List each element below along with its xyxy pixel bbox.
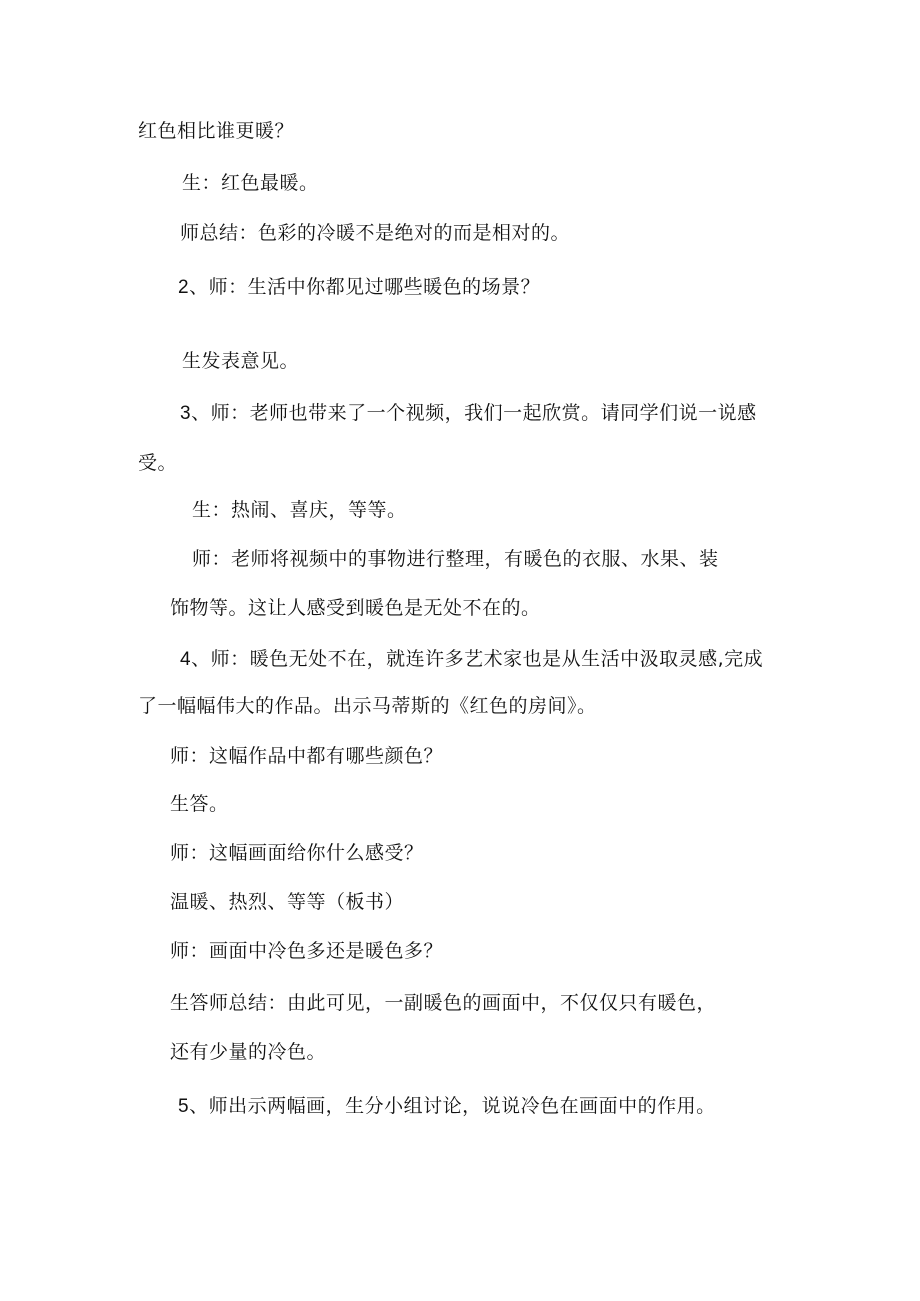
text-line-continuation: 了一幅幅伟大的作品。出示马蒂斯的《红色的房间》。: [138, 695, 597, 717]
text-line-continuation: 还有少量的冷色。: [170, 1041, 327, 1063]
teacher-line: 师：老师将视频中的事物进行整理，有暖色的衣服、水果、装: [192, 548, 719, 570]
text-line-continuation: 饰物等。这让人感受到暖色是无处不在的。: [170, 597, 541, 619]
student-answer-line: 生：红色最暖。: [182, 172, 319, 194]
teacher-summary-line: 生答师总结：由此可见，一副暖色的画面中，不仅仅只有暖色，: [170, 992, 717, 1014]
teacher-question-line: 师：这幅画面给你什么感受？: [170, 842, 424, 864]
step-number: 5: [178, 1096, 190, 1117]
step-4-line: 4、师：暖色无处不在，就连许多艺术家也是从生活中汲取灵感,完成: [180, 648, 764, 670]
step-2-line: 2、师：生活中你都见过哪些暖色的场景？: [178, 276, 541, 298]
step-3-line: 3、师：老师也带来了一个视频，我们一起欣赏。请同学们说一说感: [180, 402, 757, 424]
step-number: 2: [178, 277, 190, 298]
text-line-continuation: 受。: [138, 452, 178, 474]
step-5-line: 5、师出示两幅画，生分小组讨论，说说冷色在画面中的作用。: [178, 1095, 716, 1117]
step-number: 3: [180, 403, 192, 424]
step-number: 4: [180, 649, 192, 670]
board-writing-line: 温暖、热烈、等等（板书）: [170, 891, 405, 913]
teacher-question-line: 师：画面中冷色多还是暖色多？: [170, 940, 444, 962]
student-opinion-line: 生发表意见。: [182, 350, 300, 372]
student-answer-line: 生答。: [170, 793, 229, 815]
teacher-summary-line: 师总结：色彩的冷暖不是绝对的而是相对的。: [180, 222, 571, 244]
text-line: 红色相比谁更暖？: [138, 120, 295, 142]
student-answer-line: 生：热闹、喜庆，等等。: [192, 499, 407, 521]
teacher-question-line: 师：这幅作品中都有哪些颜色？: [170, 745, 444, 767]
